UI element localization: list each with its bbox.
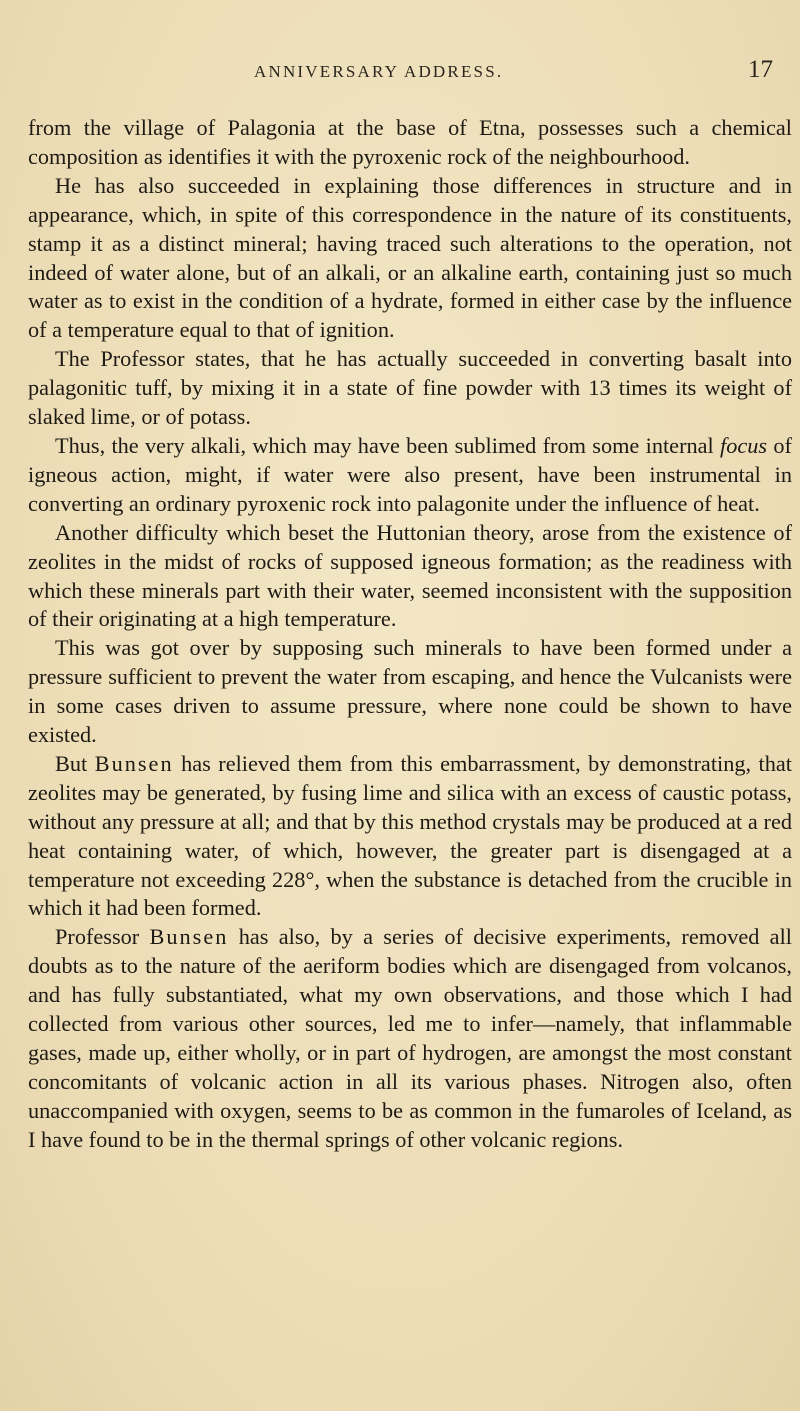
paragraph-bunsen-gases-after: has also, by a series of decisive experiments, removed all doubts as to the nature of the aeriform bodies which are disengaged from volcanos, and has fully substantiated, what my own observations, and those which I had collected from various other sources, led me to infer—namely, that inflammable gases, made up, either wholly, or in part of hydrogen, are amongst the most constant concomitants of volcanic action in all its various phases. Nitrogen also, often unaccompanied with oxygen, seems to be as common in the fumaroles of Iceland, as I have found to be in the thermal springs of other volcanic regions. — [28, 924, 792, 1152]
paragraph-bunsen-zeolites-before: But — [55, 750, 95, 776]
paragraph-alkali-focus-after: of igneous action, might, if water were also present, have been instrumental in converting an ordinary pyroxenic rock into palagonite under the influence of heat. — [28, 432, 792, 516]
paragraph-differences-structure: He has also succeeded in explaining those differences in structure and in appearance, which, in spite of this correspondence in the nature of its constituents, stamp it as a distinct mineral; having traced such alterations to the operation, not indeed of water alone, but of an alkali, or an alkaline earth, containing just so much water as to exist in the condition of a hydrate, formed in either case by the influence of a temperature equal to that of ignition. — [28, 172, 792, 343]
running-title: ANNIVERSARY ADDRESS. — [254, 62, 504, 81]
paragraph-huttonian-theory: Another difficulty which beset the Huttonian theory, arose from the existence of zeolites in the midst of rocks of supposed igneous formation; as the readiness with which these minerals part with their water, seemed inconsistent with the supposition of their originating at a high temperature. — [28, 519, 792, 632]
paragraph-bunsen-gases — [28, 923, 792, 1154]
bunsen-name: Bunsen — [94, 750, 174, 776]
bunsen-name: Bunsen — [149, 924, 229, 950]
body-text — [28, 114, 792, 1155]
paragraph-alkali-focus — [28, 432, 792, 519]
page-number: 17 — [748, 56, 773, 83]
paragraph-palagonia-continued: from the village of Palagonia at the base of Etna, possesses such a chemical composition as identifies it with the pyroxenic rock of the neighbourhood. — [28, 115, 792, 169]
running-header — [0, 56, 800, 92]
paragraph-bunsen-zeolites — [28, 750, 792, 923]
paragraph-pressure-vulcanists: This was got over by supposing such minerals to have been formed under a pressure sufficient to prevent the water from escaping, and hence the Vulcanists were in some cases driven to assume pressure, where none could be shown to have existed. — [28, 635, 792, 748]
paragraph-bunsen-zeolites-after: has relieved them from this embarrassment, by demonstrating, that zeolites may be generated, by fusing lime and silica with an excess of caustic potass, without any pressure at all; and that by this method crystals may be produced at a red heat containing water, of which, however, the greater part is disengaged at a temperature not exceeding 228°, when the substance is detached from the crucible in which it had been formed. — [28, 750, 792, 921]
focus-emphasis: focus — [720, 432, 768, 458]
paragraph-alkali-focus-before: Thus, the very alkali, which may have been sublimed from some internal — [55, 432, 721, 458]
paragraph-bunsen-gases-before: Professor — [55, 924, 150, 950]
paragraph-professor-basalt: The Professor states, that he has actually succeeded in converting basalt into palagonitic tuff, by mixing it in a state of fine powder with 13 times its weight of slaked lime, or of potass. — [28, 346, 792, 430]
